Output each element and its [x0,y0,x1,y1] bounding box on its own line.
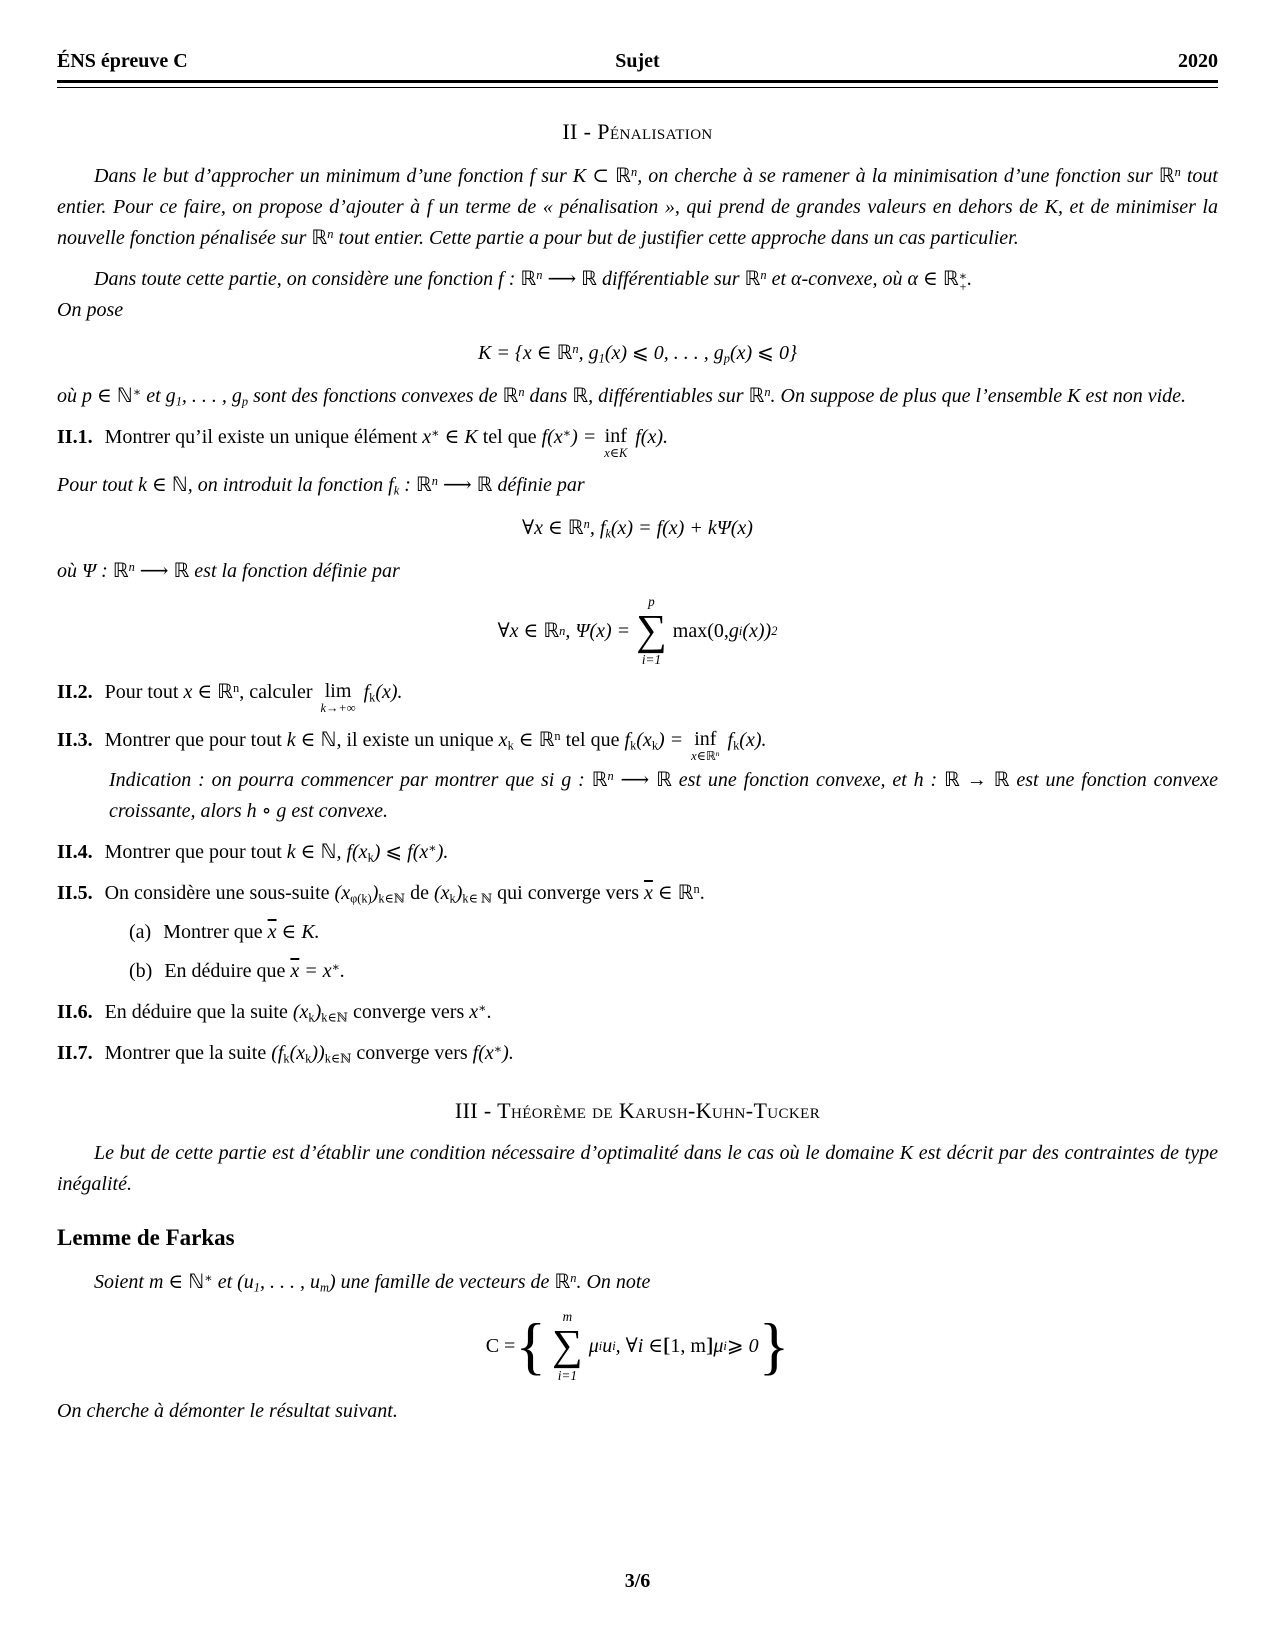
header-center: Sujet [615,50,660,72]
superscript: n [554,728,561,743]
math-run: K = {x ∈ ℝ [478,342,573,364]
math-run: , ∀i ∈ [615,1334,664,1357]
text-run: Montrer qu’il existe un unique élément [104,426,423,448]
math-run: . [340,960,346,983]
question-II-5-b [129,956,1218,987]
question-letter: (a) [129,921,152,944]
math-run: f(x [541,426,563,448]
double-bracket-right: ]] [705,1334,708,1357]
math-run: (x). [375,680,403,703]
math-run: (x). [739,729,767,752]
text-run: On pose [57,299,124,321]
subscript: k [305,1052,312,1067]
section-iii-intro-paragraph: Le but de cette partie est d’établir une condition nécessaire d’optimalité dans le cas où le domaine K est décrit par des contraintes de type inégalité. [57,1142,1218,1196]
subscript: k∈ℕ [321,1011,348,1026]
math-run: C = [485,1334,516,1357]
math-run: (x)) [742,619,772,642]
math-run: (x [334,882,351,905]
operator-under: k→+∞ [320,701,356,716]
sigma-icon: ∑ [552,1321,583,1369]
math-run: ). [502,1042,514,1065]
text-run: . [699,882,705,905]
question-II-2 [57,677,1218,715]
math-run: ) = [571,426,602,448]
subscript: k [630,738,637,753]
math-run: f [358,680,370,703]
superscript: n [572,341,579,356]
question-number: II.1. [57,426,93,448]
sum-operator [636,595,667,666]
math-run: = x [299,960,332,983]
text-run: et (u [212,1271,254,1294]
subscript: k∈ℕ [324,1052,352,1067]
superscript: n [760,267,767,282]
math-run: , Ψ(x) = [565,619,631,642]
text-run: Indication : on pourra commencer par montrer que si g : ℝ [109,769,608,792]
sum-lower-limit: i=1 [557,1367,577,1383]
superscript: ∗ [958,269,968,284]
math-run: ∀x ∈ ℝ [522,517,584,540]
right-brace: } [758,1310,790,1382]
math-run: ∈ ℝ [513,729,555,752]
text-run: Dans le but d’approcher un minimum d’une fonction f sur K ⊂ ℝ [94,165,631,187]
operator-under [691,750,719,763]
math-run: f(x). [630,426,668,448]
subscript: p [723,351,730,366]
text-run: ⟶ ℝ est la fonction définie par [134,560,400,583]
subscript: k [507,738,514,753]
section-iii-title: III - Théorème de Karush-Kuhn-Tucker [454,1098,821,1124]
question-II-4 [57,837,1218,868]
text-run: . [967,268,973,290]
math-run: x∈ℝ [691,749,716,764]
superscript: n [327,226,334,241]
text-run: où Ψ : ℝ [57,560,129,583]
text-run: Pour tout k ∈ ℕ, on introduit la fonction f [57,474,394,497]
superscript: n [693,882,700,897]
farkas-outro-paragraph: On cherche à démonter le résultat suivant. [57,1399,398,1422]
text-run: tout entier. Pour ce faire, on propose d’ajouter à f un terme de « pénalisation », qui prend de grandes valeurs en dehors de K, et de minimiser la nouvelle fonction pénalisée sur ℝ [57,165,1218,249]
superscript: n [1174,164,1181,179]
math-run: ) [455,882,463,905]
math-run: ∈ K [439,426,478,448]
text-run: Montrer que la suite [104,1042,272,1065]
subscript: + [958,279,968,294]
header-right: 2020 [1178,50,1218,72]
text-run: , on cherche à se ramener à la minimisation d’une fonction sur ℝ [637,165,1175,187]
math-run: (x) ⩽ 0} [729,342,797,364]
question-number: II.5. [57,882,93,905]
question-II-7 [57,1038,1218,1069]
subscript: k [651,738,659,753]
math-run: ∈ K. [276,921,320,944]
r-plus-star-notation [959,271,967,292]
text-run: de [405,882,434,905]
question-II-5-a [129,917,1218,948]
superscript: n [128,560,135,575]
farkas-intro-paragraph [57,1267,1218,1298]
text-run: Soient m ∈ ℕ [94,1271,205,1294]
text-run: tel que [560,729,625,752]
math-run: )) [311,1042,325,1065]
math-run: (x [433,882,450,905]
superscript: ∗ [204,1271,213,1286]
text-run: ) une famille de vecteurs de ℝ [328,1271,571,1294]
superscript: n [715,749,720,759]
math-run: ) ⩽ f(x [373,841,429,864]
text-run: converge vers [347,1001,470,1024]
math-run: 1, m [670,1334,706,1357]
subscript: k [369,690,376,705]
psi-intro-paragraph [57,556,1218,587]
math-run: (x [289,1042,306,1065]
text-run: . [486,1001,492,1024]
math-run: (x) ⩽ 0, . . . , g [604,342,724,364]
question-number: II.2. [57,680,93,703]
text-run: ⟶ ℝ définie par [437,474,585,497]
superscript: n [764,384,771,399]
text-run: ⟶ ℝ est une fonction convexe, et h : ℝ → ℝ est une fonction convexe croissante, alors h ∘ g est convexe. [109,769,1219,823]
superscript: ∗ [562,425,572,440]
math-run: ∈ ℝ [652,882,694,905]
subscript: m [319,1281,329,1296]
operator-name: inf [694,728,717,751]
text-run: , . . . , u [259,1271,320,1294]
text-run: En déduire que [164,960,291,983]
math-run: u [602,1334,613,1357]
left-brace: { [515,1310,547,1382]
superscript: ∗ [493,1042,503,1057]
superscript: ∗ [132,384,142,399]
x-bar-notation: $\overline{x}$ [643,882,653,905]
operator-under: x∈K [604,446,628,461]
subscript: k∈ ℕ [462,892,493,907]
equation-K-definition [57,338,1218,369]
math-run: x ∈ ℝ [183,680,234,703]
question-number: II.7. [57,1042,93,1065]
question-II-5 [57,878,1218,909]
inf-operator [691,729,719,763]
math-run: x [498,729,508,752]
math-run: ) [371,882,379,905]
text-run: où p ∈ ℕ [57,385,133,407]
text-run: tout entier. Cette partie a pour but de justifier cette approche dans un cas particulier. [333,227,1019,249]
text-run: Montrer que pour tout [104,729,287,752]
math-run: f [722,729,734,752]
question-II-3 [57,725,1218,763]
subscript: k [605,527,611,542]
text-run: En déduire que la suite [104,1001,293,1024]
math-run: g [728,619,739,642]
sum-upper-limit: m [562,1309,573,1325]
text-run: Montrer que [163,921,268,944]
question-II-1 [57,422,1218,460]
subscript: k∈ℕ [378,892,406,907]
text-run: , calculer [239,680,318,703]
max-operator: max(0, [672,619,729,642]
sigma-icon: ∑ [636,606,667,654]
page-number: 3/6 [624,1570,651,1592]
text-run: ⟶ ℝ différentiable sur ℝ [542,268,761,290]
math-run: (x [292,1001,309,1024]
superscript: ∗ [331,960,341,975]
question-number: II.4. [57,841,93,864]
page-header [57,46,1218,74]
text-run: dans ℝ, différentiables sur ℝ [524,385,765,407]
subscript: k [367,851,374,866]
question-II-6 [57,997,1218,1028]
subscript: k [283,1052,290,1067]
subscript: p [241,394,249,409]
header-rule [57,80,1218,88]
text-run: Pour tout [104,680,184,703]
math-run: x [422,426,432,448]
operator-name: inf [604,425,627,448]
superscript: n [607,769,614,784]
equation-psi: ∀x ∈ ℝ n , Ψ(x) = p ∑ i=1 max(0, g i (x)) 2 [497,594,778,668]
math-run: , f [589,517,606,540]
superscript: ∗ [478,1001,487,1016]
constraints-paragraph [57,381,1218,412]
math-run: (f [271,1042,284,1065]
math-run: ) = [658,729,689,752]
text-run: Dans toute cette partie, on considère une fonction f : ℝ [94,268,537,290]
text-run: et g [141,385,176,407]
section-ii-title: II - Pénalisation [562,119,713,144]
superscript: n [536,267,543,282]
text-run: , . . . , g [181,385,242,407]
fk-intro-paragraph [57,470,1218,501]
hint-paragraph [109,765,1218,827]
text-run: qui converge vers [492,882,644,905]
text-run: converge vers [351,1042,473,1065]
math-run: ∀x ∈ ℝ [497,619,560,642]
math-run: μ [588,1334,599,1357]
part-context-paragraph [57,264,1218,295]
superscript: n [583,517,590,532]
math-run: ) [314,1001,322,1024]
subscript: k [393,484,400,499]
text-run: tel que [477,426,542,448]
math-run: k ∈ ℕ, f(x [286,841,368,864]
math-run: ). [436,841,449,864]
text-run: sont des fonctions convexes de ℝ [248,385,519,407]
header-left: ÉNS épreuve C [57,50,188,72]
x-bar-notation: $\overline{x}$ [267,921,277,944]
lim-operator [321,681,356,715]
inf-operator [604,426,627,460]
double-bracket-left: [[ [663,1334,665,1357]
math-run: k ∈ ℕ [286,729,337,752]
superscript: n [233,680,240,695]
equation-C-definition: C = { m ∑ i=1 μ i u i , ∀i ∈ [[ 1, m ]] μ i ⩾ 0 } [485,1309,790,1383]
subscript: k [308,1011,315,1026]
math-run: (x [636,729,652,752]
question-number: II.3. [57,729,93,752]
question-letter: (b) [129,960,153,983]
math-run: μ [713,1334,724,1357]
operator-name: lim [324,680,352,703]
sum-operator [552,1310,583,1381]
sum-upper-limit: p [648,594,655,610]
subscript: k [449,892,456,907]
section-ii-intro-paragraph [57,161,1218,254]
superscript: n [518,384,525,399]
subscript: k [733,738,740,753]
question-number: II.6. [57,1001,93,1024]
math-run: ⩾ 0 [726,1334,759,1357]
superscript: n [570,1271,577,1286]
subscript: 1 [175,394,182,409]
math-run: (x) = f(x) + kΨ(x) [610,517,753,540]
equation-fk [57,513,1218,544]
x-bar-notation: $\overline{x}$ [290,960,300,983]
sum-lower-limit: i=1 [641,652,662,668]
math-run: x [469,1001,479,1024]
subscript: φ(k) [350,892,372,907]
text-run: Montrer que pour tout [104,841,287,864]
text-run: On considère une sous-suite [104,882,335,905]
text-run: . On suppose de plus que l’ensemble K est non vide. [770,385,1187,407]
math-run: f [624,729,631,752]
text-run: et α-convexe, où α ∈ ℝ [766,268,959,290]
text-run: , il existe un unique [336,729,499,752]
subscript: 1 [253,1281,260,1296]
subscript: 1 [598,351,605,366]
superscript: ∗ [431,425,440,440]
math-run: f(x [472,1042,494,1065]
superscript: n [431,474,438,489]
math-run: , g [578,342,599,364]
farkas-lemma-heading: Lemme de Farkas [57,1225,235,1251]
superscript: ∗ [428,841,437,856]
text-run: : ℝ [399,474,432,497]
on-pose-line [57,295,1218,326]
superscript: n [630,164,638,179]
text-run: . On note [576,1271,651,1294]
